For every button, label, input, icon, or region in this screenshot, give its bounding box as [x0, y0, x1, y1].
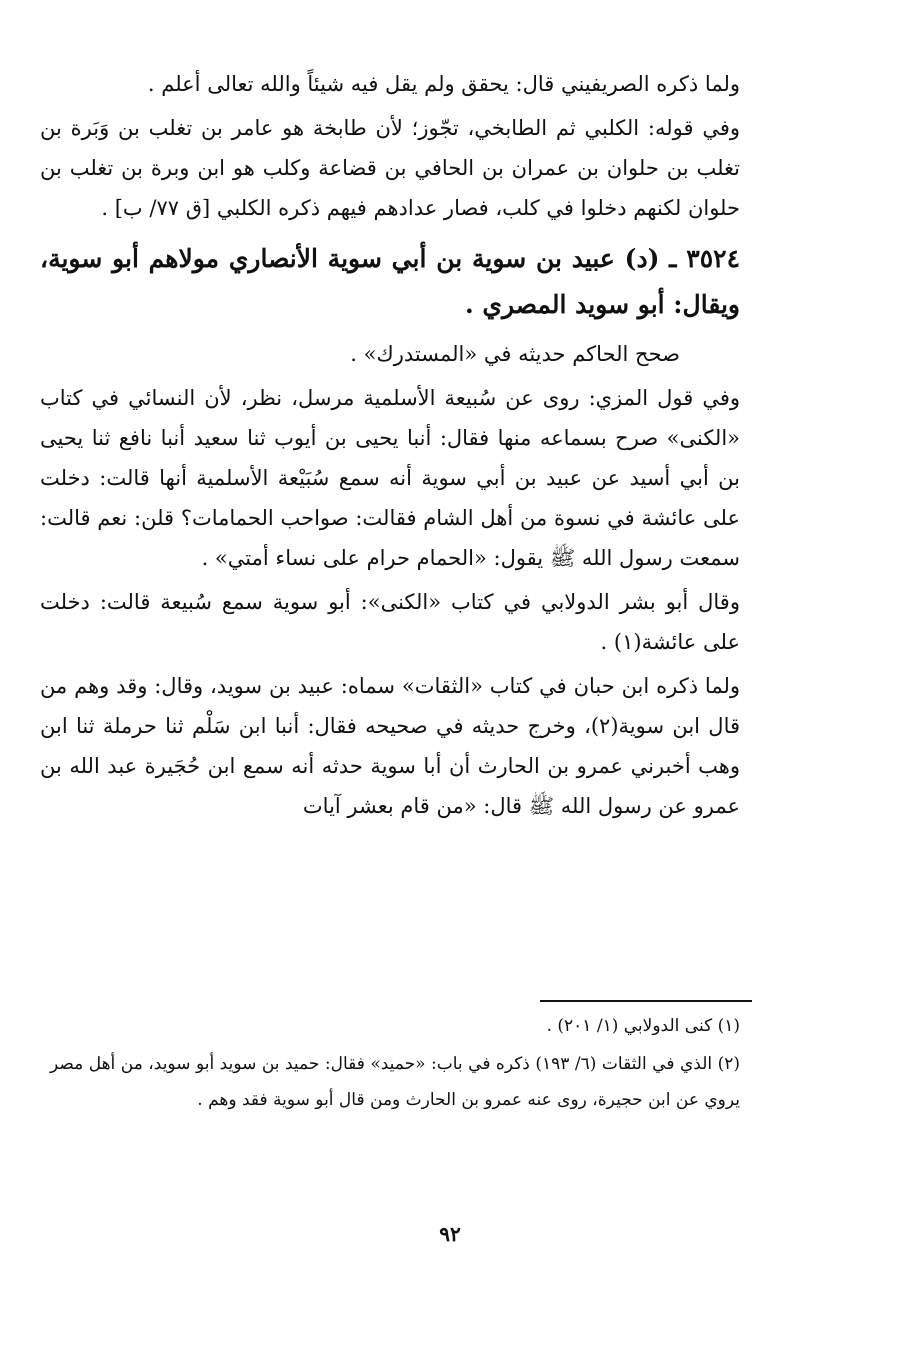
footnote-1: (١) كنى الدولابي (١/ ٢٠١) .: [546, 1016, 740, 1036]
footnotes: [50, 1008, 740, 1120]
paragraph-sarifini: ولما ذكره الصريفيني قال: يحقق ولم يقل فيه شيئاً والله تعالى أعلم .: [147, 72, 740, 96]
main-text: [40, 64, 740, 830]
paragraph-ibn-hibban: ولما ذكره ابن حبان في كتاب «الثقات» سماه: عبيد بن سويد، وقال: وقد وهم من قال ابن سوية(٢)، وخرج حديثه في صحيحه فقال: أنبا ابن سَلْم ثنا حرملة ثنا ابن وهب أخبرني عمرو بن الحارث أن أبا سوية حدثه أنه سمع ابن حُجَيرة عبد الله بن عمرو عن رسول الله ﷺ قال: «من قام بعشر آيات: [40, 674, 741, 818]
page-number: ٩٢: [439, 1222, 461, 1246]
paragraph-kalbi: وفي قوله: الكلبي ثم الطابخي، تجّوز؛ لأن طابخة هو عامر بن تغلب بن وَبَرة بن تغلب بن حلوان بن عمران بن الحافي بن قضاعة وكلب هو ابن وبرة بن تغلب بن حلوان لكنهم دخلوا في كلب، فصار عدادهم فيهم ذكره الكلبي [ق ٧٧/ ب] .: [40, 116, 740, 220]
entry-heading: ٣٥٢٤ ـ (د) عبيد بن سوية بن أبي سوية الأنصاري مولاهم أبو سوية، ويقال: أبو سويد المصري .: [40, 244, 740, 319]
paragraph-mizzi: وفي قول المزي: روى عن سُبيعة الأسلمية مرسل، نظر، لأن النسائي في كتاب «الكنى» صرح بسماعه منها فقال: أنبا يحيى بن أيوب ثنا سعيد أنبا نافع ثنا يحيى بن أبي أسيد عن عبيد بن أبي سوية أنه سمع سُبَيْعة الأسلمية أنها قالت: دخلت على عائشة في نسوة من أهل الشام فقالت: صواحب الحمامات؟ قلن: نعم قالت: سمعت رسول الله ﷺ يقول: «الحمام حرام على نساء أمتي» .: [40, 386, 740, 570]
paragraph-dulabi: وقال أبو بشر الدولابي في كتاب «الكنى»: أبو سوية سمع سُبيعة قالت: دخلت على عائشة(١) .: [40, 590, 740, 654]
paragraph-hakim: صحح الحاكم حديثه في «المستدرك» .: [350, 342, 680, 366]
footnote-divider: [540, 1000, 752, 1002]
footnote-2: (٢) الذي في الثقات (٦/ ١٩٣) ذكره في باب: «حميد» فقال: حميد بن سويد أبو سويد، من أهل مصر يروي عن ابن حجيرة، روى عنه عمرو بن الحارث ومن قال أبو سوية فقد وهم .: [50, 1054, 740, 1110]
